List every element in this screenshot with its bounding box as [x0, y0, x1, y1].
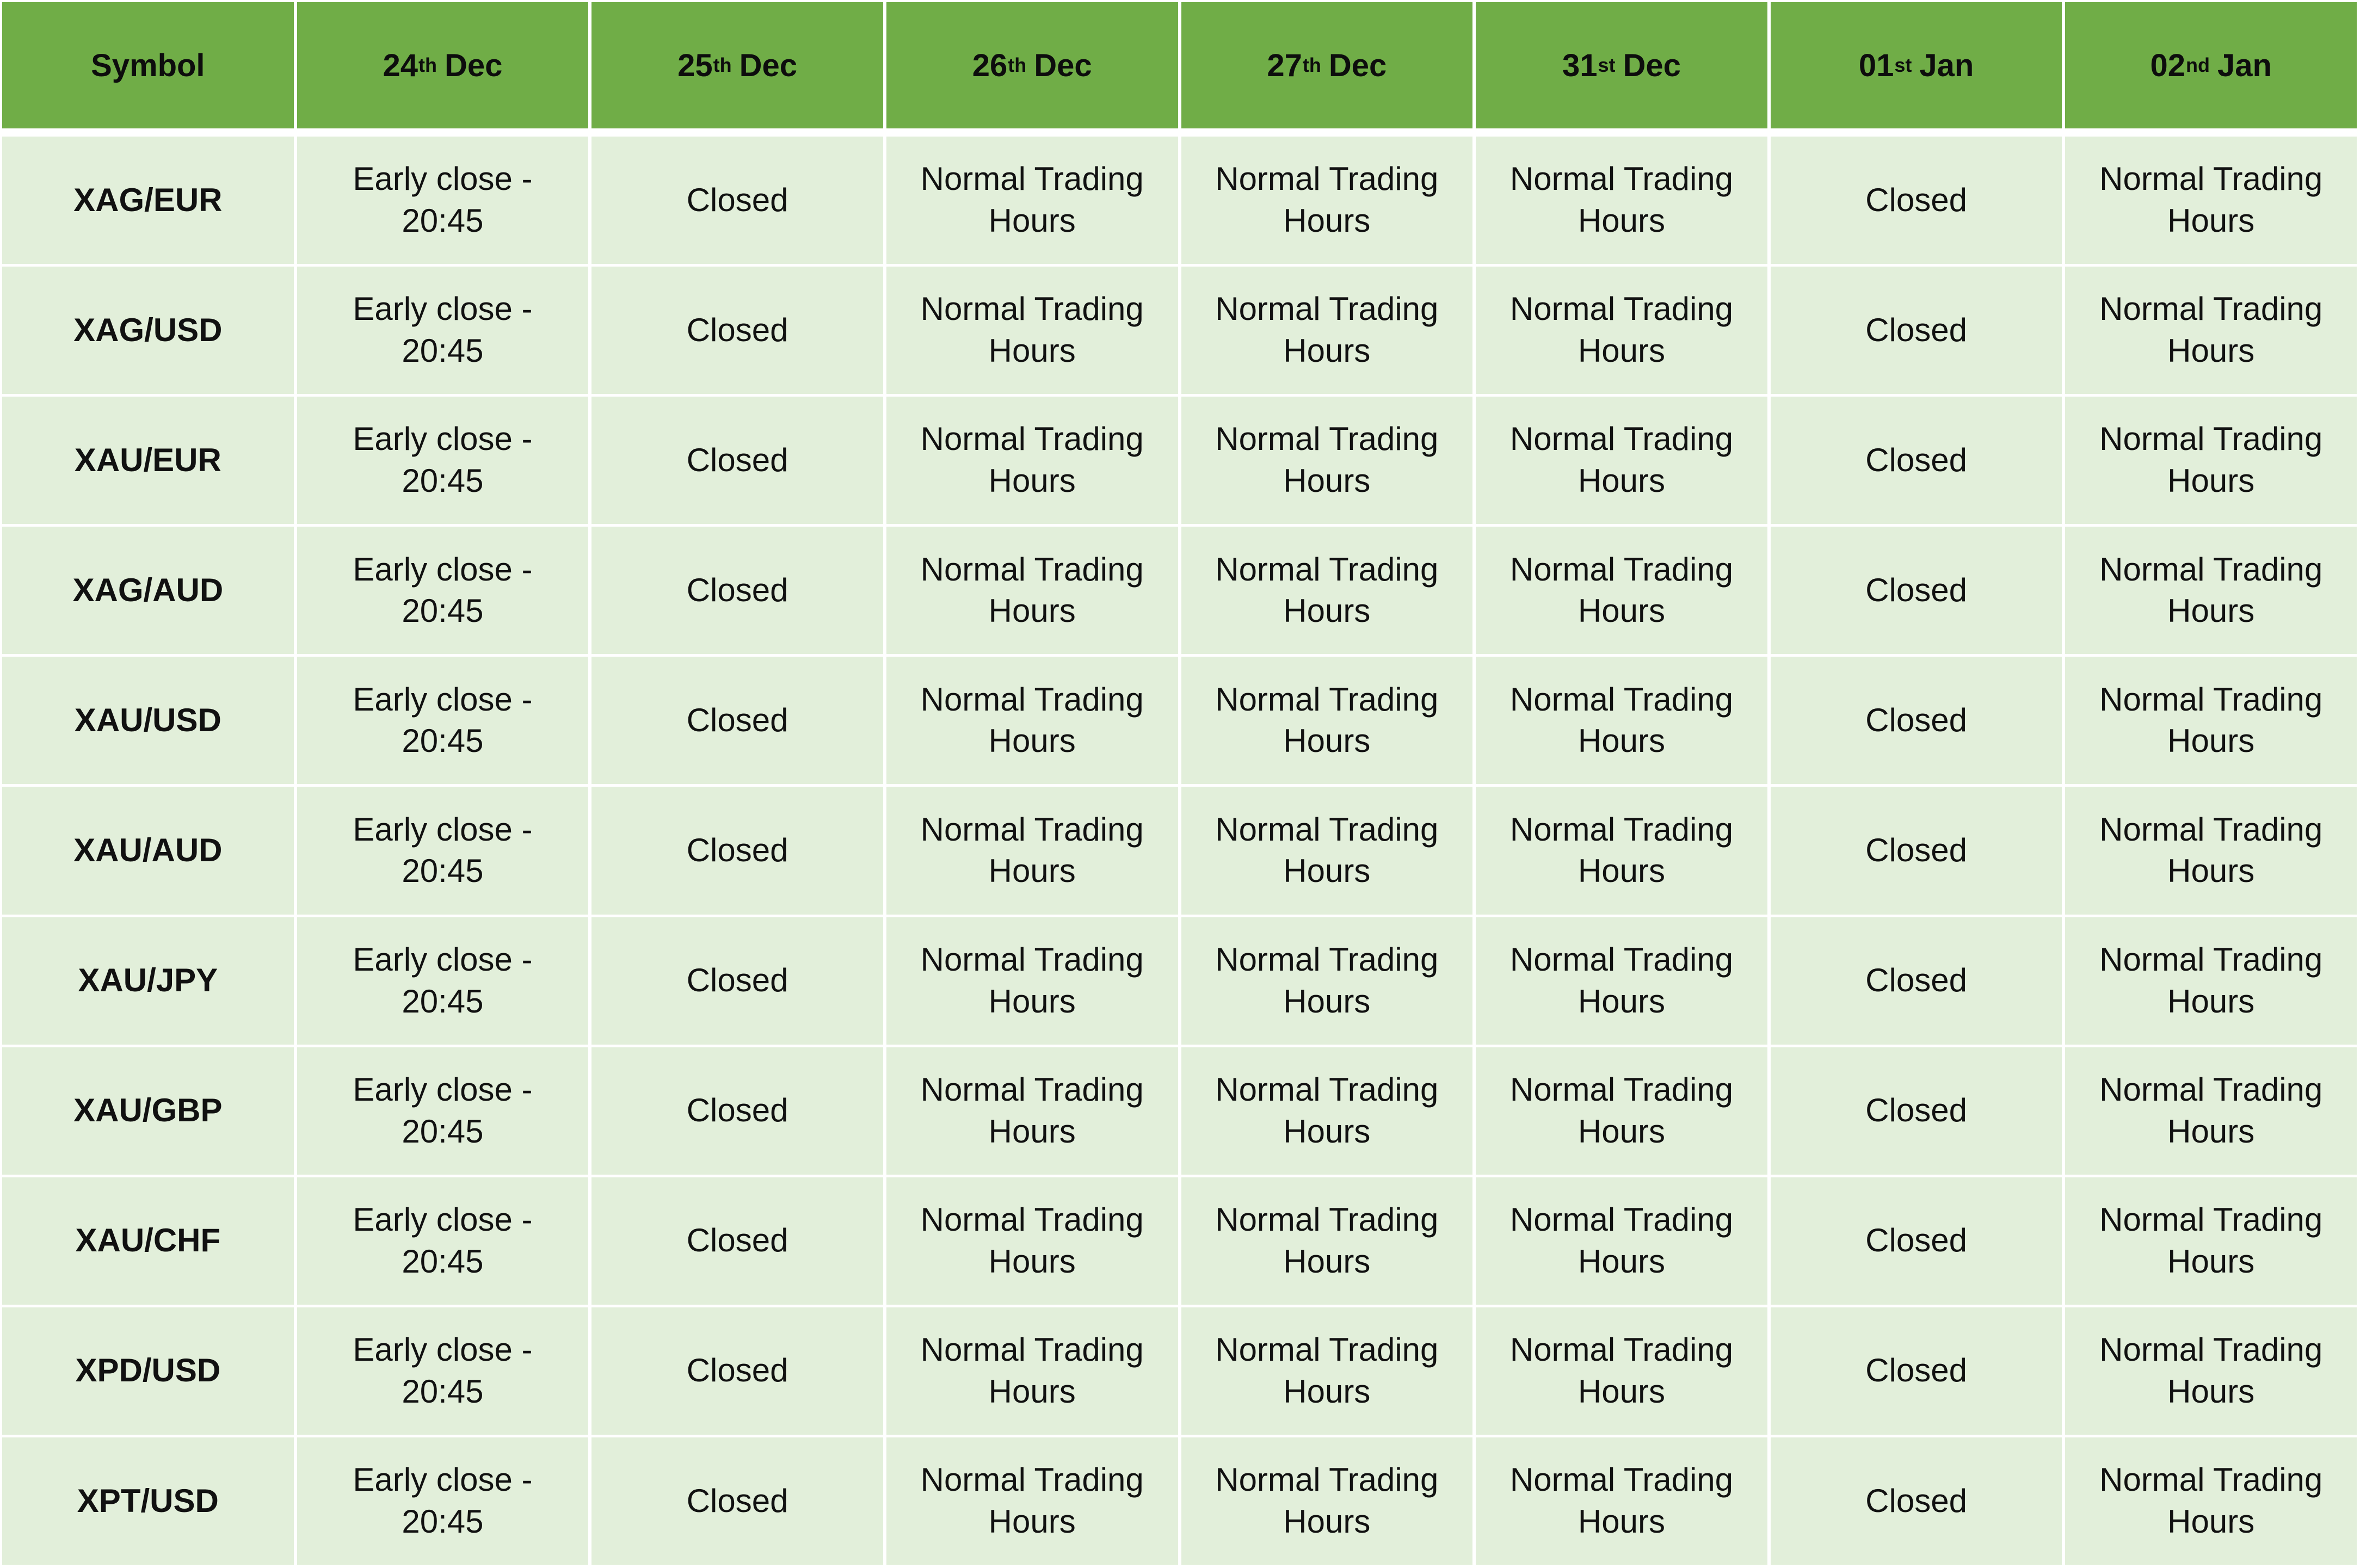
schedule-text: Closed — [686, 702, 788, 738]
header-symbol — [2, 2, 294, 134]
schedule-text: Normal Trading Hours — [2099, 421, 2323, 499]
schedule-cell — [1771, 1047, 2062, 1175]
schedule-text: Normal Trading Hours — [2099, 1331, 2323, 1410]
symbol-text: XPT/USD — [77, 1482, 219, 1519]
schedule-cell — [1476, 397, 1767, 524]
schedule-cell — [2065, 527, 2357, 654]
schedule-cell — [1771, 787, 2062, 914]
schedule-cell — [886, 1047, 1178, 1175]
symbol-cell — [2, 1307, 294, 1435]
symbol-cell — [2, 137, 294, 264]
schedule-text: Normal Trading Hours — [1509, 160, 1734, 239]
header-month: Dec — [739, 47, 798, 83]
schedule-cell — [297, 1047, 589, 1175]
schedule-text: Normal Trading Hours — [2099, 1461, 2323, 1540]
schedule-cell — [1181, 1437, 1473, 1565]
schedule-cell — [591, 1177, 883, 1305]
schedule-text: Normal Trading Hours — [1215, 1201, 1439, 1280]
schedule-cell — [1476, 787, 1767, 914]
schedule-cell — [1181, 527, 1473, 654]
schedule-cell — [297, 397, 589, 524]
schedule-text: Closed — [1865, 702, 1967, 738]
schedule-cell — [886, 917, 1178, 1045]
schedule-text: Normal Trading Hours — [920, 681, 1144, 760]
schedule-cell — [886, 787, 1178, 914]
header-date-7: 02 nd Jan — [2065, 2, 2357, 134]
schedule-text: Early close - 20:45 — [353, 160, 533, 239]
schedule-text: Closed — [1865, 832, 1967, 869]
symbol-cell — [2, 657, 294, 784]
schedule-text: Normal Trading Hours — [1509, 941, 1734, 1020]
header-month: Dec — [1328, 47, 1387, 83]
schedule-text: Normal Trading Hours — [1215, 551, 1439, 629]
schedule-cell — [886, 137, 1178, 264]
schedule-text: Normal Trading Hours — [920, 160, 1144, 239]
symbol-cell — [2, 267, 294, 394]
schedule-cell — [886, 1177, 1178, 1305]
schedule-text: Normal Trading Hours — [1215, 1461, 1439, 1540]
schedule-text: Early close - 20:45 — [353, 421, 533, 499]
schedule-cell — [2065, 787, 2357, 914]
schedule-cell — [591, 1437, 883, 1565]
symbol-text: XAG/USD — [73, 311, 223, 348]
schedule-text: Normal Trading Hours — [1509, 1201, 1734, 1280]
schedule-text: Early close - 20:45 — [353, 941, 533, 1020]
header-month: Dec — [1623, 47, 1681, 83]
schedule-text: Normal Trading Hours — [1509, 1331, 1734, 1410]
schedule-cell — [1476, 1177, 1767, 1305]
schedule-text: Early close - 20:45 — [353, 551, 533, 629]
schedule-text: Closed — [686, 311, 788, 348]
schedule-text: Early close - 20:45 — [353, 1071, 533, 1150]
schedule-cell — [297, 1177, 589, 1305]
schedule-text: Normal Trading Hours — [1215, 160, 1439, 239]
header-date-6: 01 st Jan — [1771, 2, 2062, 134]
header-date-5: 31 st Dec — [1476, 2, 1767, 134]
schedule-cell — [1771, 397, 2062, 524]
schedule-cell — [1771, 917, 2062, 1045]
schedule-text: Closed — [686, 1352, 788, 1389]
schedule-text: Closed — [1865, 441, 1967, 478]
schedule-text: Normal Trading Hours — [2099, 811, 2323, 890]
schedule-cell — [886, 527, 1178, 654]
header-label: 02 — [2150, 47, 2185, 83]
schedule-cell — [2065, 267, 2357, 394]
schedule-text: Early close - 20:45 — [353, 811, 533, 890]
schedule-cell — [1181, 917, 1473, 1045]
header-label: 24 — [383, 47, 418, 83]
schedule-text: Normal Trading Hours — [1509, 551, 1734, 629]
schedule-cell — [1771, 137, 2062, 264]
schedule-cell — [1476, 1307, 1767, 1435]
schedule-text: Normal Trading Hours — [920, 1331, 1144, 1410]
symbol-text: XAU/EUR — [74, 441, 221, 478]
schedule-cell — [297, 1307, 589, 1435]
schedule-text: Closed — [686, 832, 788, 869]
schedule-cell — [297, 527, 589, 654]
schedule-cell — [591, 397, 883, 524]
schedule-cell — [1476, 1047, 1767, 1175]
schedule-cell — [297, 1437, 589, 1565]
schedule-text: Normal Trading Hours — [920, 551, 1144, 629]
symbol-cell — [2, 787, 294, 914]
schedule-cell — [2065, 397, 2357, 524]
schedule-text: Closed — [1865, 311, 1967, 348]
schedule-cell — [2065, 917, 2357, 1045]
schedule-cell — [1476, 1437, 1767, 1565]
schedule-text: Normal Trading Hours — [1215, 1331, 1439, 1410]
schedule-cell — [1476, 917, 1767, 1045]
schedule-text: Normal Trading Hours — [1509, 681, 1734, 760]
schedule-cell — [1771, 657, 2062, 784]
symbol-text: XAU/AUD — [73, 832, 223, 869]
header-date-1: 24 th Dec — [297, 2, 589, 134]
schedule-cell — [591, 267, 883, 394]
schedule-cell — [2065, 137, 2357, 264]
schedule-cell — [1181, 397, 1473, 524]
schedule-cell — [297, 787, 589, 914]
schedule-text: Early close - 20:45 — [353, 1201, 533, 1280]
schedule-cell — [591, 1047, 883, 1175]
schedule-text: Normal Trading Hours — [920, 1071, 1144, 1150]
schedule-cell — [1476, 137, 1767, 264]
symbol-text: XAU/USD — [74, 702, 221, 738]
symbol-cell — [2, 1177, 294, 1305]
schedule-cell — [2065, 1177, 2357, 1305]
schedule-cell — [591, 527, 883, 654]
schedule-text: Normal Trading Hours — [2099, 681, 2323, 760]
schedule-text: Closed — [686, 181, 788, 218]
header-label: 27 — [1267, 47, 1302, 83]
schedule-text: Normal Trading Hours — [1215, 421, 1439, 499]
schedule-text: Closed — [686, 1222, 788, 1259]
symbol-cell — [2, 1437, 294, 1565]
schedule-text: Normal Trading Hours — [920, 421, 1144, 499]
schedule-text: Closed — [1865, 1352, 1967, 1389]
schedule-text: Closed — [1865, 571, 1967, 608]
schedule-cell — [297, 917, 589, 1045]
header-month: Dec — [1034, 47, 1092, 83]
schedule-cell — [1771, 527, 2062, 654]
schedule-cell — [591, 137, 883, 264]
header-label: 31 — [1562, 47, 1598, 83]
schedule-cell — [297, 267, 589, 394]
schedule-text: Normal Trading Hours — [1215, 811, 1439, 890]
schedule-text: Normal Trading Hours — [1215, 941, 1439, 1020]
schedule-cell — [2065, 657, 2357, 784]
schedule-cell — [1181, 1047, 1473, 1175]
schedule-text: Closed — [686, 441, 788, 478]
schedule-cell — [1476, 527, 1767, 654]
header-month: Dec — [444, 47, 503, 83]
schedule-text: Closed — [686, 962, 788, 999]
schedule-text: Normal Trading Hours — [920, 1461, 1144, 1540]
symbol-cell — [2, 527, 294, 654]
schedule-cell — [297, 657, 589, 784]
schedule-text: Normal Trading Hours — [2099, 160, 2323, 239]
schedule-text: Normal Trading Hours — [1215, 1071, 1439, 1150]
header-label: Symbol — [91, 47, 205, 83]
schedule-cell — [1181, 137, 1473, 264]
schedule-cell — [1771, 1437, 2062, 1565]
schedule-text: Normal Trading Hours — [1215, 291, 1439, 369]
header-date-3: 26 th Dec — [886, 2, 1178, 134]
schedule-cell — [1181, 787, 1473, 914]
schedule-text: Normal Trading Hours — [2099, 941, 2323, 1020]
schedule-cell — [886, 1307, 1178, 1435]
schedule-text: Closed — [686, 571, 788, 608]
symbol-cell — [2, 397, 294, 524]
symbol-cell — [2, 1047, 294, 1175]
schedule-cell — [1476, 267, 1767, 394]
schedule-cell — [1771, 267, 2062, 394]
schedule-cell — [886, 1437, 1178, 1565]
schedule-text: Normal Trading Hours — [1215, 681, 1439, 760]
schedule-text: Closed — [1865, 962, 1967, 999]
schedule-text: Normal Trading Hours — [1509, 421, 1734, 499]
symbol-text: XPD/USD — [75, 1352, 221, 1389]
header-month: Jan — [1919, 47, 1974, 83]
schedule-cell — [2065, 1047, 2357, 1175]
schedule-cell — [1181, 1307, 1473, 1435]
schedule-text: Normal Trading Hours — [920, 941, 1144, 1020]
schedule-cell — [1181, 657, 1473, 784]
schedule-cell — [886, 657, 1178, 784]
symbol-text: XAU/GBP — [73, 1092, 223, 1129]
schedule-text: Normal Trading Hours — [2099, 291, 2323, 369]
schedule-text: Closed — [1865, 181, 1967, 218]
schedule-text: Early close - 20:45 — [353, 291, 533, 369]
schedule-text: Normal Trading Hours — [2099, 1071, 2323, 1150]
symbol-cell — [2, 917, 294, 1045]
schedule-text: Normal Trading Hours — [2099, 1201, 2323, 1280]
schedule-text: Closed — [1865, 1222, 1967, 1259]
header-date-2: 25 th Dec — [591, 2, 883, 134]
symbol-text: XAU/CHF — [75, 1222, 221, 1259]
schedule-text: Closed — [686, 1482, 788, 1519]
header-label: 26 — [972, 47, 1008, 83]
schedule-text: Normal Trading Hours — [1509, 1071, 1734, 1150]
schedule-text: Normal Trading Hours — [920, 291, 1144, 369]
schedule-text: Normal Trading Hours — [2099, 551, 2323, 629]
schedule-text: Closed — [1865, 1092, 1967, 1129]
schedule-cell — [1476, 657, 1767, 784]
header-label: 01 — [1858, 47, 1894, 83]
schedule-cell — [591, 787, 883, 914]
schedule-text: Early close - 20:45 — [353, 1461, 533, 1540]
schedule-text: Normal Trading Hours — [920, 811, 1144, 890]
symbol-text: XAG/AUD — [72, 571, 224, 608]
schedule-text: Normal Trading Hours — [1509, 811, 1734, 890]
header-date-4: 27 th Dec — [1181, 2, 1473, 134]
schedule-text: Early close - 20:45 — [353, 681, 533, 760]
schedule-cell — [1181, 1177, 1473, 1305]
schedule-cell — [2065, 1307, 2357, 1435]
schedule-cell — [886, 397, 1178, 524]
header-month: Jan — [2217, 47, 2272, 83]
schedule-text: Early close - 20:45 — [353, 1331, 533, 1410]
schedule-cell — [1771, 1177, 2062, 1305]
schedule-text: Normal Trading Hours — [1509, 1461, 1734, 1540]
schedule-cell — [886, 267, 1178, 394]
header-label: 25 — [677, 47, 713, 83]
schedule-text: Closed — [686, 1092, 788, 1129]
schedule-cell — [1771, 1307, 2062, 1435]
symbol-text: XAU/JPY — [78, 962, 218, 999]
schedule-cell — [1181, 267, 1473, 394]
schedule-text: Normal Trading Hours — [920, 1201, 1144, 1280]
schedule-cell — [591, 917, 883, 1045]
symbol-text: XAG/EUR — [73, 181, 223, 218]
schedule-text: Normal Trading Hours — [1509, 291, 1734, 369]
schedule-cell — [591, 1307, 883, 1435]
schedule-cell — [2065, 1437, 2357, 1565]
schedule-text: Closed — [1865, 1482, 1967, 1519]
schedule-cell — [591, 657, 883, 784]
schedule-cell — [297, 137, 589, 264]
